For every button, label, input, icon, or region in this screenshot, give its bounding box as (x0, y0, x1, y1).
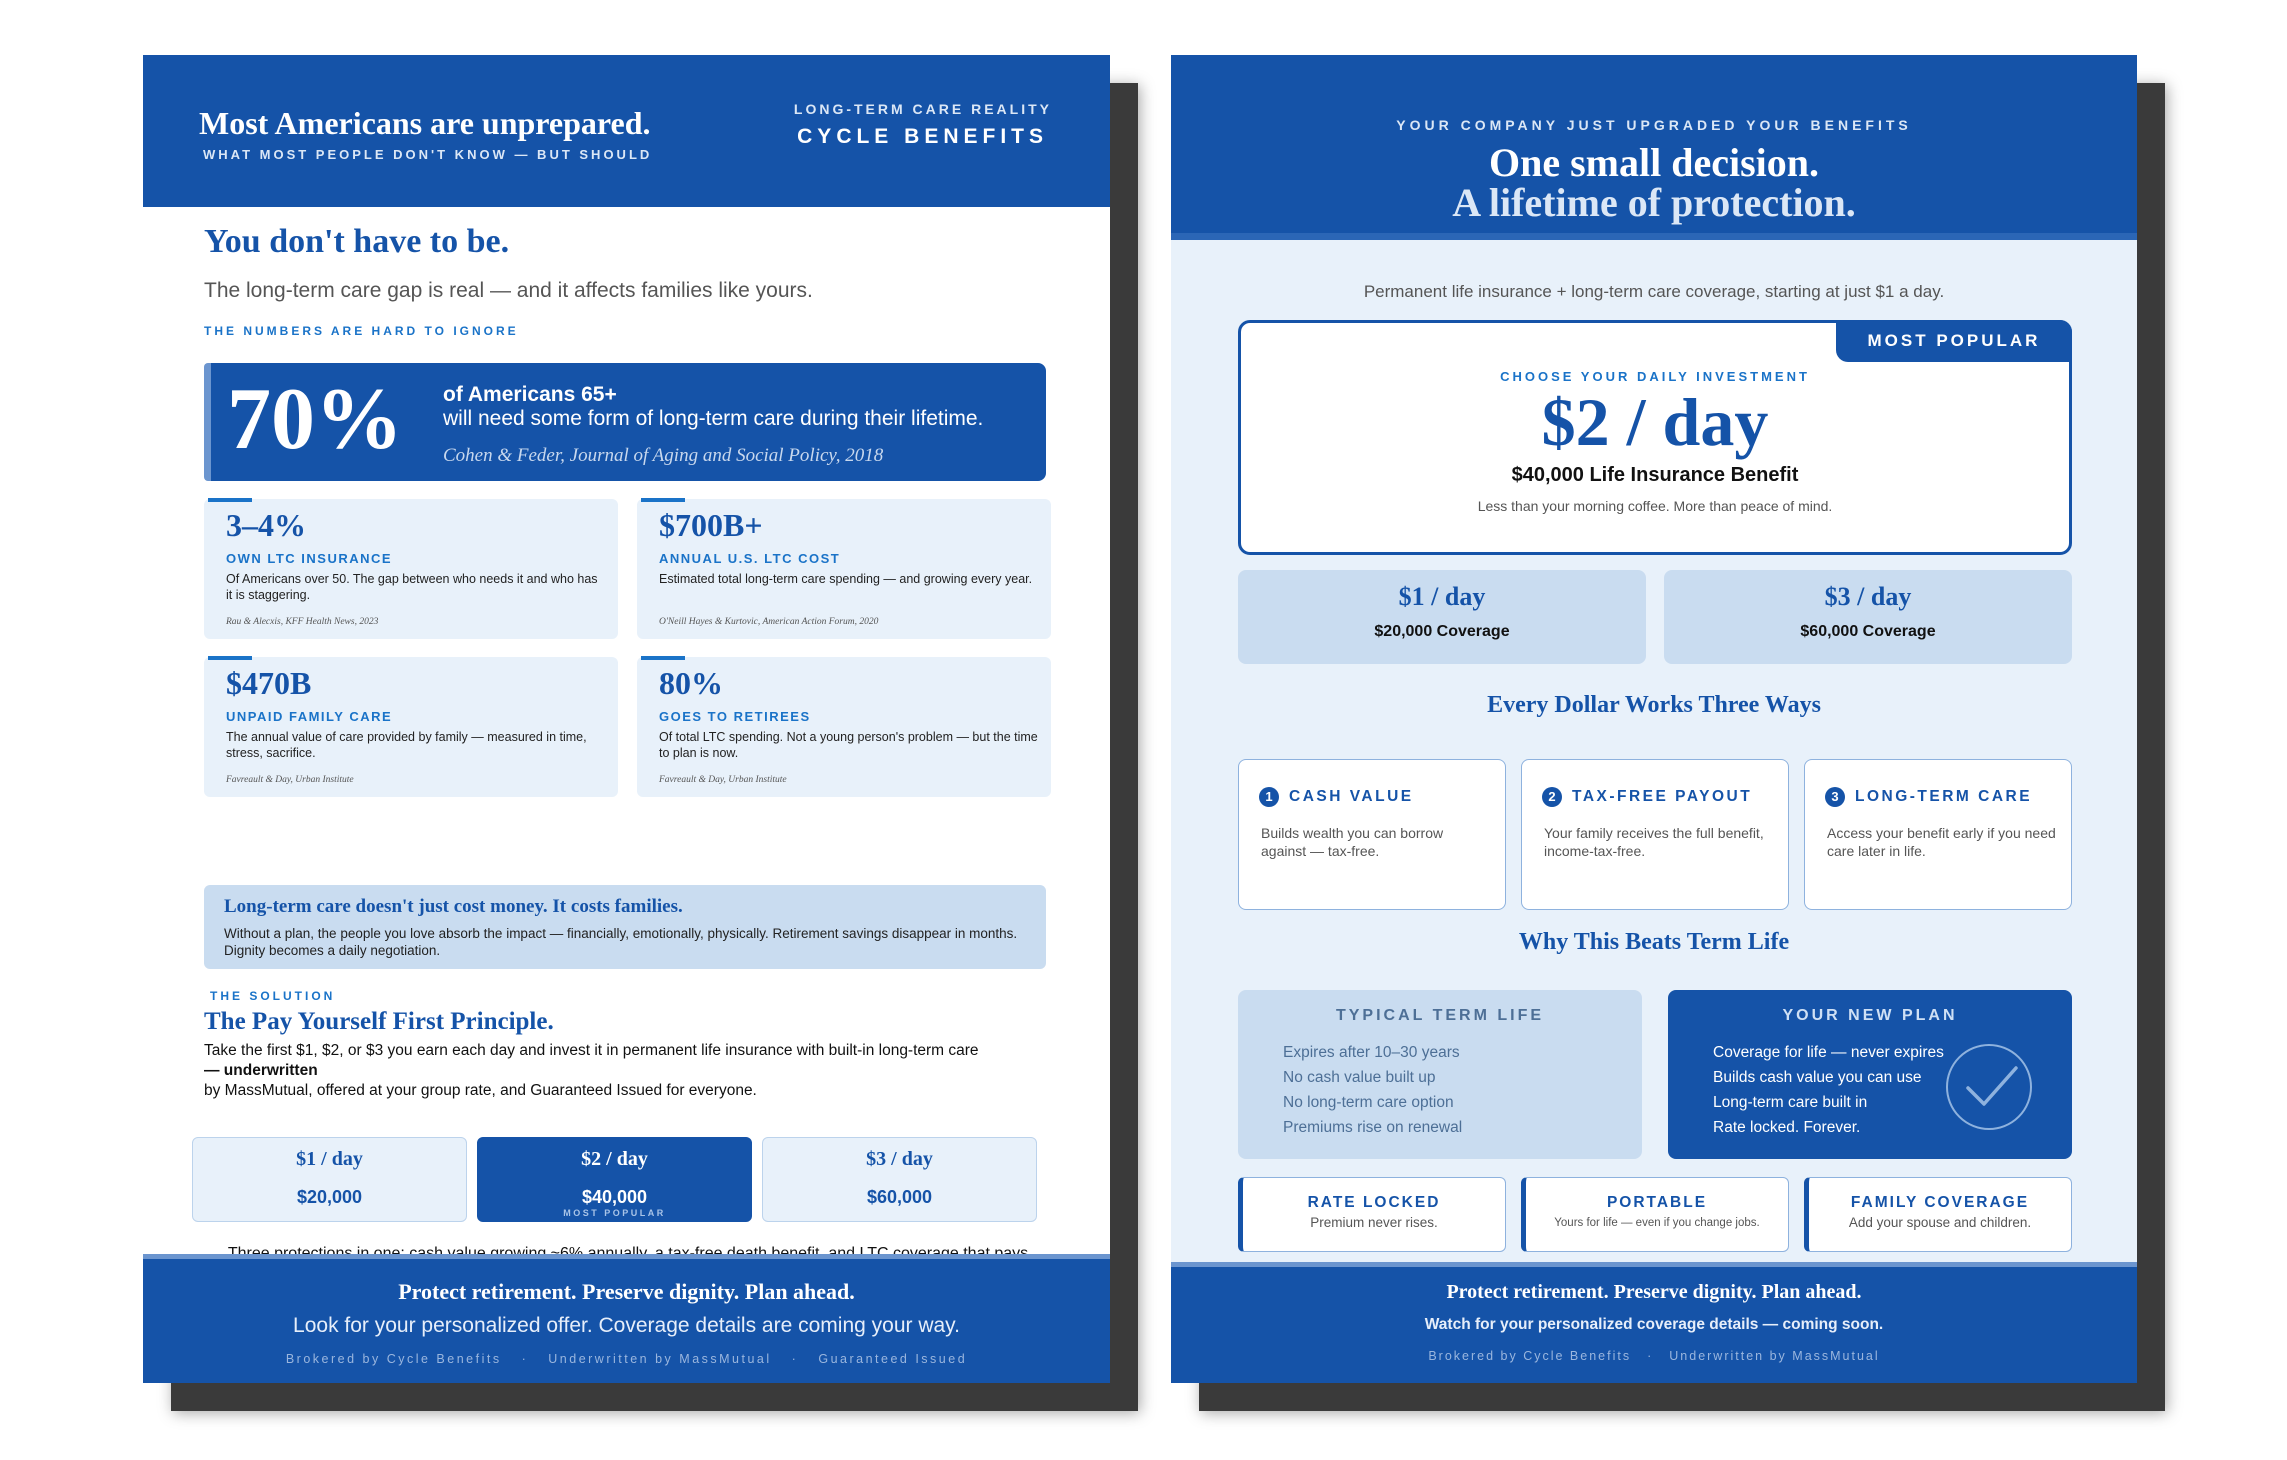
new-plan-comparison (1668, 990, 2072, 1159)
feature-description: Yours for life — even if you change jobs. (1554, 1217, 1760, 1229)
hero-stat-line2: will need some form of long-term care during their lifetime. (443, 407, 984, 430)
option-1-per-day[interactable] (192, 1137, 467, 1222)
right-header (1171, 55, 2137, 240)
feature-description: Add your spouse and children. (1848, 1215, 2032, 1230)
left-header-subtitle: WHAT MOST PEOPLE DON'T KNOW — BUT SHOULD (203, 147, 653, 162)
stat-description: Estimated total long-term care spending — and growing every year. (659, 572, 1033, 586)
option-price: $2 / day (581, 1148, 648, 1170)
footer-tagline: Protect retirement. Preserve dignity. Plan ahead. (1446, 1281, 1862, 1303)
way-number-badge: 2 (1542, 787, 1562, 807)
solution-heading: The Pay Yourself First Principle. (204, 1008, 554, 1035)
list-item: Expires after 10–30 years (1283, 1044, 1460, 1061)
footer-credits (143, 1352, 1110, 1366)
stat-citation: Favreault & Day, Urban Institute (659, 775, 787, 785)
stat-label: GOES TO RETIREES (659, 709, 811, 724)
new-plan-title: YOUR NEW PLAN (1782, 1007, 1958, 1024)
option-3-per-day[interactable] (762, 1137, 1037, 1222)
way-number-badge: 1 (1259, 787, 1279, 807)
option-amount: $20,000 (296, 1187, 363, 1207)
solution-body-part3: by MassMutual, offered at your group rate, and Guaranteed Issued for everyone. (204, 1082, 757, 1099)
family-callout (204, 885, 1046, 969)
plan-coverage: $60,000 Coverage (1800, 623, 1936, 640)
way-title: TAX-FREE PAYOUT (1572, 788, 1753, 805)
option-2-per-day[interactable] (477, 1137, 752, 1222)
plan-option-1-per-day[interactable] (1238, 570, 1646, 664)
hero-stat-citation: Cohen & Feder, Journal of Aging and Social Policy, 2018 (443, 445, 884, 466)
credit-separator: · (1647, 1349, 1654, 1363)
way-description: Access your benefit early if you need care later in life. (1827, 825, 2056, 859)
term-life-comparison (1238, 990, 1642, 1159)
right-footer (1171, 1262, 2137, 1383)
footer-note: Watch for your personalized coverage details — coming soon. (1424, 1316, 1884, 1333)
most-popular-badge: MOST POPULAR (563, 1208, 666, 1218)
list-item: No cash value built up (1283, 1069, 1436, 1086)
credit-separator: · (791, 1352, 799, 1366)
plan-price: $3 / day (1824, 582, 1912, 611)
footer-tagline: Protect retirement. Preserve dignity. Plan ahead. (398, 1279, 855, 1304)
stat-label: UNPAID FAMILY CARE (226, 709, 393, 724)
list-item: No long-term care option (1283, 1094, 1454, 1111)
plan-coverage: $20,000 Coverage (1374, 623, 1510, 640)
footer-credits (1171, 1349, 2137, 1363)
flyer-left-page (143, 55, 1110, 1383)
featured-tagline: Less than your morning coffee. More than peace of mind. (1477, 498, 1833, 514)
feature-card (1804, 1177, 2072, 1252)
way-card (1238, 759, 1506, 910)
credit-separator: · (521, 1352, 529, 1366)
left-header-title: Most Americans are unprepared. (199, 105, 651, 141)
option-price: $3 / day (866, 1148, 933, 1170)
stat-card (204, 499, 618, 639)
solution-kicker: THE SOLUTION (210, 989, 336, 1003)
stat-citation: Rau & Alecxis, KFF Health News, 2023 (226, 617, 379, 627)
way-card (1521, 759, 1789, 910)
most-popular-badge: MOST POPULAR (1836, 320, 2072, 362)
stat-citation: Favreault & Day, Urban Institute (226, 775, 354, 785)
feature-title: RATE LOCKED (1307, 1194, 1441, 1211)
compare-heading: Why This Beats Term Life (1518, 929, 1790, 955)
credit-guarantee: Guaranteed Issued (818, 1352, 968, 1366)
credit-underwriter: Underwritten by MassMutual (548, 1352, 772, 1366)
checkmark-circle-icon (1944, 1042, 2034, 1132)
stat-label: ANNUAL U.S. LTC COST (659, 551, 841, 566)
callout-heading: Long-term care doesn't just cost money. It costs families. (224, 896, 683, 917)
hero-stat (204, 363, 1046, 481)
term-life-title: TYPICAL TERM LIFE (1335, 1007, 1545, 1024)
header-stripe (1171, 233, 2137, 240)
left-lead: The long-term care gap is real — and it affects families like yours. (204, 279, 813, 302)
option-amount: $60,000 (866, 1187, 933, 1207)
right-lead: Permanent life insurance + long-term care coverage, starting at just $1 a day. (1363, 282, 1945, 301)
stat-card (204, 657, 618, 797)
stat-card (637, 657, 1051, 797)
term-life-list (1283, 1040, 1462, 1140)
featured-kicker: CHOOSE YOUR DAILY INVESTMENT (1500, 369, 1810, 384)
flyer-right-page (1171, 55, 2137, 1383)
way-title: LONG-TERM CARE (1855, 788, 2033, 805)
left-header-kicker: LONG-TERM CARE REALITY (793, 101, 1052, 117)
stat-value: 80% (659, 665, 723, 701)
list-item: Premiums rise on renewal (1283, 1119, 1463, 1136)
numbers-label: THE NUMBERS ARE HARD TO IGNORE (204, 324, 519, 338)
feature-card (1238, 1177, 1506, 1252)
list-item: Long-term care built in (1713, 1094, 1868, 1111)
credit-broker: Brokered by Cycle Benefits (285, 1352, 502, 1366)
solution-body (204, 1041, 1054, 1101)
hero-stat-value: 70% (227, 371, 403, 468)
right-header-line2: A lifetime of protection. (1452, 180, 1856, 225)
option-price: $1 / day (296, 1148, 363, 1170)
feature-card (1521, 1177, 1789, 1252)
way-title: CASH VALUE (1289, 788, 1414, 805)
right-header-line1: One small decision. (1488, 140, 1820, 185)
solution-body-part2: — underwritten (204, 1062, 318, 1079)
new-plan-list (1713, 1040, 1944, 1140)
way-card (1804, 759, 2072, 910)
credit-broker: Brokered by Cycle Benefits (1428, 1349, 1632, 1363)
left-header (143, 55, 1110, 207)
footer-note: Look for your personalized offer. Coverage details are coming your way. (293, 1314, 960, 1337)
stat-citation: O'Neill Hayes & Kurtovic, American Action Forum, 2020 (659, 617, 879, 627)
right-header-kicker: YOUR COMPANY JUST UPGRADED YOUR BENEFITS (1396, 117, 1912, 133)
feature-title: FAMILY COVERAGE (1850, 1194, 2030, 1211)
left-headline: You don't have to be. (204, 223, 510, 260)
list-item: Coverage for life — never expires (1713, 1044, 1944, 1061)
feature-description: Premium never rises. (1310, 1215, 1438, 1230)
left-header-brand: CYCLE BENEFITS (797, 125, 1048, 148)
feature-title: PORTABLE (1606, 1194, 1708, 1211)
left-footer (143, 1254, 1110, 1383)
featured-benefit: $40,000 Life Insurance Benefit (1511, 464, 1799, 486)
ways-heading: Every Dollar Works Three Ways (1487, 692, 1821, 718)
hero-stat-line1: of Americans 65+ (443, 383, 617, 406)
callout-body: Without a plan, the people you love absorb the impact — financially, emotionally, physically. Retirement savings disappear in months. Dignity becomes a daily negotiation. (224, 926, 1018, 958)
solution-body-part1: Take the first $1, $2, or $3 you earn each day and invest it in permanent life insurance with built-in long-term care (204, 1042, 979, 1059)
stat-card (637, 499, 1051, 639)
stat-value: $700B+ (659, 507, 763, 543)
plan-option-3-per-day[interactable] (1664, 570, 2072, 664)
featured-price: $2 / day (1541, 384, 1769, 460)
way-description: Your family receives the full benefit, income-tax-free. (1544, 825, 1764, 859)
way-description: Builds wealth you can borrow against — tax-free. (1261, 825, 1444, 859)
stat-description: The annual value of care provided by family — measured in time, stress, sacrifice. (226, 730, 587, 760)
stat-description: Of total LTC spending. Not a young person's problem — but the time to plan is now. (659, 730, 1038, 760)
featured-plan-card[interactable] (1238, 320, 2072, 555)
way-number-badge: 3 (1825, 787, 1845, 807)
list-item: Rate locked. Forever. (1713, 1119, 1861, 1136)
list-item: Builds cash value you can use (1713, 1069, 1922, 1086)
option-amount: $40,000 (581, 1187, 648, 1207)
stat-label: OWN LTC INSURANCE (226, 551, 393, 566)
credit-underwriter: Underwritten by MassMutual (1669, 1349, 1880, 1363)
stat-value: $470B (226, 665, 312, 701)
stat-value: 3–4% (226, 507, 306, 543)
plan-price: $1 / day (1398, 582, 1486, 611)
stat-description: Of Americans over 50. The gap between who needs it and who has it is staggering. (226, 572, 598, 602)
